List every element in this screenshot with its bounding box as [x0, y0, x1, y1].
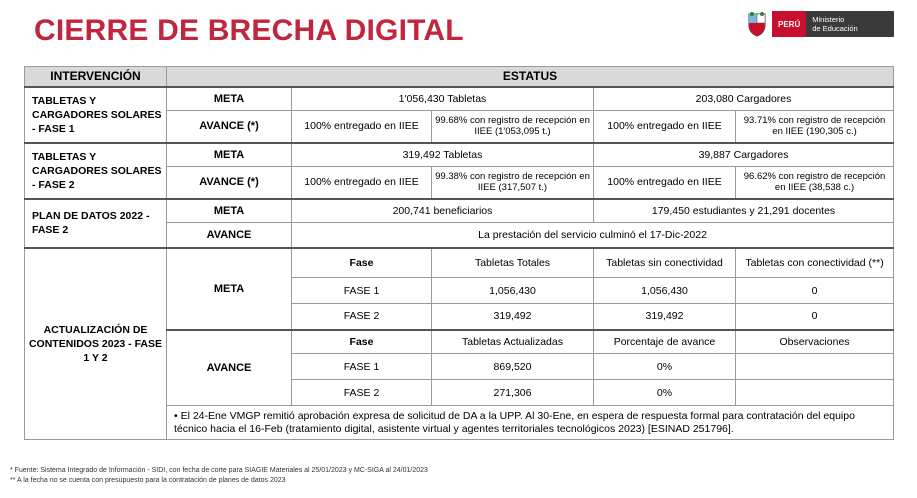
fase2-tab-registro: 99.38% con registro de recepción en IIEE (317,507 t.) [432, 167, 594, 199]
avance-r2-actualizadas: 271,306 [432, 380, 594, 406]
avance-col-porcentaje: Porcentaje de avance [594, 330, 736, 354]
peru-label: PERÚ [772, 11, 806, 37]
plan-label: PLAN DE DATOS 2022 - FASE 2 [25, 199, 167, 248]
fase1-tab-delivered: 100% entregado en IIEE [292, 111, 432, 143]
meta-r2-totales: 319,492 [432, 304, 594, 330]
header-intervencion: INTERVENCIÓN [25, 67, 167, 87]
footnote-1: * Fuente: Sistema Integrado de Información - SIDI, con fecha de corte para SIAGIE Materiales al 25/01/2023 y MC-SIGA al 24/01/2023 [10, 467, 428, 474]
avance-r1-actualizadas: 869,520 [432, 354, 594, 380]
fase2-meta-row [25, 143, 894, 167]
peru-coat-of-arms-icon [745, 11, 769, 37]
fase1-meta-label: META [167, 87, 292, 111]
actual-avance-label: AVANCE [167, 330, 292, 406]
fase2-tab-delivered: 100% entregado en IIEE [292, 167, 432, 199]
meta-r1-sin: 1,056,430 [594, 278, 736, 304]
fase2-meta-label: META [167, 143, 292, 167]
meta-r1-con: 0 [736, 278, 894, 304]
fase1-label: TABLETAS Y CARGADORES SOLARES - FASE 1 [25, 87, 167, 143]
fase2-chg-registro: 96.62% con registro de recepción en IIEE (38,538 c.) [736, 167, 894, 199]
avance-col-fase: Fase [292, 330, 432, 354]
avance-col-observaciones: Observaciones [736, 330, 894, 354]
meta-r2-con: 0 [736, 304, 894, 330]
plan-avance-label: AVANCE [167, 223, 292, 248]
page-title: CIERRE DE BRECHA DIGITAL [34, 14, 464, 47]
fase2-meta-tablets: 319,492 Tabletas [292, 143, 594, 167]
actual-note: • El 24-Ene VMGP remitió aprobación expresa de solicitud de DA a la UPP. Al 30-Ene, en espera de respuesta formal para contratación del equipo técnico hacia el 16-Feb (tratamiento digital, asistente virtual y agentes territoriales tecnológicos 2023) [ESINAD 251796]. [167, 406, 894, 440]
plan-meta-row [25, 199, 894, 223]
plan-meta-label: META [167, 199, 292, 223]
fase1-chg-registro: 93.71% con registro de recepción en IIEE (190,305 c.) [736, 111, 894, 143]
avance-r2-fase: FASE 2 [292, 380, 432, 406]
avance-r2-porcentaje: 0% [594, 380, 736, 406]
fase2-meta-chargers: 39,887 Cargadores [594, 143, 894, 167]
avance-r1-porcentaje: 0% [594, 354, 736, 380]
fase2-label: TABLETAS Y CARGADORES SOLARES - FASE 2 [25, 143, 167, 199]
plan-meta-b: 179,450 estudiantes y 21,291 docentes [594, 199, 894, 223]
meta-col-fase: Fase [292, 248, 432, 278]
status-table [24, 66, 894, 440]
meta-col-sin-conectividad: Tabletas sin conectividad [594, 248, 736, 278]
ministry-label [806, 11, 893, 37]
actual-label: ACTUALIZACIÓN DE CONTENIDOS 2023 - FASE 1 Y 2 [25, 248, 167, 440]
actual-meta-header-row [25, 248, 894, 278]
meta-col-con-conectividad: Tabletas con conectividad (**) [736, 248, 894, 278]
plan-meta-a: 200,741 beneficiarios [292, 199, 594, 223]
meta-r1-fase: FASE 1 [292, 278, 432, 304]
fase2-chg-delivered: 100% entregado en IIEE [594, 167, 736, 199]
fase1-meta-row [25, 87, 894, 111]
avance-r1-observaciones [736, 354, 894, 380]
meta-col-totales: Tabletas Totales [432, 248, 594, 278]
fase1-chg-delivered: 100% entregado en IIEE [594, 111, 736, 143]
header-row [25, 67, 894, 87]
plan-avance-text: La prestación del servicio culminó el 17-Dic-2022 [292, 223, 894, 248]
header-estatus: ESTATUS [167, 67, 894, 87]
avance-col-actualizadas: Tabletas Actualizadas [432, 330, 594, 354]
avance-r2-observaciones [736, 380, 894, 406]
fase1-avance-label: AVANCE (*) [167, 111, 292, 143]
ministry-line2: de Educación [812, 24, 858, 33]
fase1-tab-registro: 99.68% con registro de recepción en IIEE (1'053,095 t.) [432, 111, 594, 143]
footnote-2: ** A la fecha no se cuenta con presupuesto para la contratación de planes de datos 2023 [10, 477, 286, 484]
meta-r2-fase: FASE 2 [292, 304, 432, 330]
fase1-meta-tablets: 1'056,430 Tabletas [292, 87, 594, 111]
ministry-line1: Ministerio [812, 15, 845, 24]
avance-r1-fase: FASE 1 [292, 354, 432, 380]
fase2-avance-label: AVANCE (*) [167, 167, 292, 199]
fase1-meta-chargers: 203,080 Cargadores [594, 87, 894, 111]
meta-r1-totales: 1,056,430 [432, 278, 594, 304]
actual-meta-label: META [167, 248, 292, 330]
minedu-logo [745, 11, 894, 37]
meta-r2-sin: 319,492 [594, 304, 736, 330]
